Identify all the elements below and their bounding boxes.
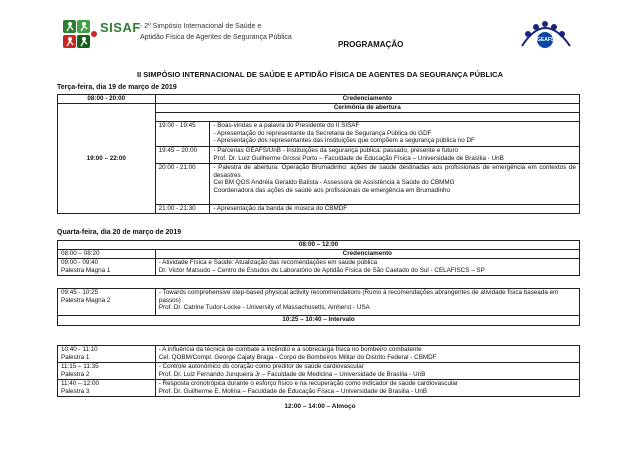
header-subtitle-line: Aptidão Física de Agentes de Segurança Pública bbox=[140, 34, 292, 41]
morning-block-time: 08:00 – 12:00 bbox=[58, 241, 580, 250]
table-row-content bbox=[155, 346, 579, 363]
table-row-time: 21:00 - 21:30 bbox=[155, 205, 210, 214]
program-line: Prof. Dr. Luiz Guilherme Grossi Porto – Faculdade de Educação Física – Universidade de Brasília - UnB bbox=[213, 154, 504, 162]
talk-label: Palestra 1 bbox=[61, 353, 90, 361]
lunch-row: 12:00 – 14:00 – Almoço bbox=[284, 403, 356, 410]
table-row-content bbox=[155, 289, 579, 316]
program-line: - Towards comprehensive step-based physical activity recommendations (Rumo à recomendações abrangentes de atividade física baseada em passos) bbox=[158, 289, 559, 304]
program-line: - A influência da técnica de combate a incêndio e a sobrecarga física no bombeiro combatente bbox=[158, 346, 422, 353]
table-row-time bbox=[58, 259, 156, 276]
program-line: Cel. QOBM/Compl. George Cajaty Braga - Corpo de Bombeiros Militar do Distrito Federal - CBMDF bbox=[158, 353, 437, 361]
talk-label: Palestra 3 bbox=[61, 387, 90, 395]
table-row-time bbox=[58, 346, 156, 363]
table-row-time bbox=[58, 380, 156, 397]
program-line: Coordenadora das ações de saúde aos profissionais de emergência em Brumadinho bbox=[213, 186, 451, 194]
talk-label: Palestra Magna 1 bbox=[61, 266, 111, 274]
sisaf-runner-logo-icon bbox=[62, 18, 98, 50]
header-subtitle-line: - 2º Simpósio Internacional de Saúde e bbox=[140, 23, 262, 30]
credenciamento-title: Credenciamento bbox=[155, 250, 579, 259]
talk-time: 11:15 – 11:35 bbox=[61, 363, 99, 370]
table-row-content bbox=[155, 380, 579, 397]
break-row: 10:25 – 10:40 – Intervalo bbox=[58, 316, 580, 326]
table-row-content bbox=[210, 122, 580, 147]
day-label-wednesday: Quarta-feira, dia 20 de março de 2019 bbox=[57, 229, 182, 236]
table-row-content bbox=[210, 205, 580, 214]
sisaf-logo-text: SISAF bbox=[100, 20, 141, 35]
program-line: - Atividade Física e Saúde: Atualização das recomendações em saúde pública bbox=[158, 259, 378, 266]
wednesday-magna2-table bbox=[57, 288, 580, 326]
credenciamento-time: 08:00 - 20:00 bbox=[58, 95, 156, 104]
table-row-time: 20:00 - 21:00 bbox=[155, 164, 210, 205]
program-line: - Apresentação do representante da Secretaria de Segurança Pública do GDF bbox=[213, 129, 432, 137]
program-line: - Parcerias GEAFS/UnB - Instituições da segurança pública: passado, presente e futuro bbox=[213, 147, 459, 154]
header-subtitle bbox=[140, 21, 290, 43]
table-row-time bbox=[58, 289, 156, 316]
talk-time: 09:45 - 10:25 bbox=[61, 289, 99, 296]
program-line: - Resposta cronotrópica durante o esforço físico e na recuperação como indicador de saúde cardiovascular bbox=[158, 380, 458, 387]
talk-label: Palestra Magna 2 bbox=[61, 296, 111, 304]
program-line: - Apresentação dos representantes das instituições que compõem a segurança pública no DF bbox=[213, 137, 475, 145]
program-line: Prof. Dr. Guilherme E. Molina – Faculdade de Educação Física – Universidade de Brasília - UnB bbox=[158, 387, 428, 395]
talk-time: 10:40 - 11:10 bbox=[61, 346, 98, 353]
table-row-time: 19:00 - 19:45 bbox=[155, 122, 210, 147]
talk-label: Palestra 2 bbox=[61, 370, 90, 378]
program-line: - Controle autonômico do coração como preditor de saúde cardiovascular bbox=[158, 363, 364, 370]
program-line: Prof. Dr. Luiz Fernando Junqueira Jr – Faculdade de Medicina – Universidade de Brasília - UnB bbox=[158, 370, 426, 378]
page-title: PROGRAMAÇÃO bbox=[338, 40, 404, 49]
wednesday-talks-table bbox=[57, 345, 580, 397]
main-title: II SIMPÓSIO INTERNACIONAL DE SAÚDE E APTIDÃO FÍSICA DE AGENTES DA SEGURANÇA PÚBLICA bbox=[137, 70, 503, 79]
wednesday-morning-table bbox=[57, 240, 580, 276]
geafs-logo-icon bbox=[512, 16, 578, 56]
table-row-time bbox=[58, 363, 156, 380]
table-row-content bbox=[155, 259, 579, 276]
table-row-content bbox=[155, 363, 579, 380]
opening-block-time: 19:00 – 22:00 bbox=[58, 104, 156, 214]
program-line: Cel BM QOS Andréia Geraldo Batista - Assessora de Assistência à Saúde do CBMMG bbox=[213, 179, 455, 187]
table-row-content bbox=[210, 147, 580, 164]
tuesday-schedule-table bbox=[57, 94, 580, 214]
program-line: - Palestra de abertura: Operação Brumadinho: ações de saúde destinadas aos profissionais de emergência em contextos de desastres bbox=[213, 164, 576, 179]
table-row-time: 19:45 – 20:00 bbox=[155, 147, 210, 164]
program-line: - Boas-vindas e a palavra do Presidente do II SISAF bbox=[213, 122, 360, 129]
program-line: Prof. Dr. Catrine Tudor-Locke - University of Massachusetts, Amherst - USA bbox=[158, 304, 370, 312]
geafs-logo-text: GEAFS bbox=[537, 37, 555, 43]
table-row-content bbox=[210, 164, 580, 205]
opening-ceremony-title: Cerimônia de abertura bbox=[155, 104, 579, 113]
talk-time: 09:00 - 09:40 bbox=[61, 259, 99, 266]
credenciamento-time: 08:00 – 08:20 bbox=[58, 250, 156, 259]
day-label-tuesday: Terça-feira, dia 19 de março de 2019 bbox=[57, 84, 177, 91]
talk-time: 11:40 – 12:00 bbox=[61, 380, 100, 387]
program-line: - Apresentação da banda de música do CBMDF bbox=[213, 205, 348, 212]
credenciamento-title: Credenciamento bbox=[155, 95, 579, 104]
program-line: Dr. Victor Matsudo – Centro de Estudos do Laboratório de Aptidão Física de São Caetado do Sul - CELAFISCS – SP bbox=[158, 266, 485, 274]
